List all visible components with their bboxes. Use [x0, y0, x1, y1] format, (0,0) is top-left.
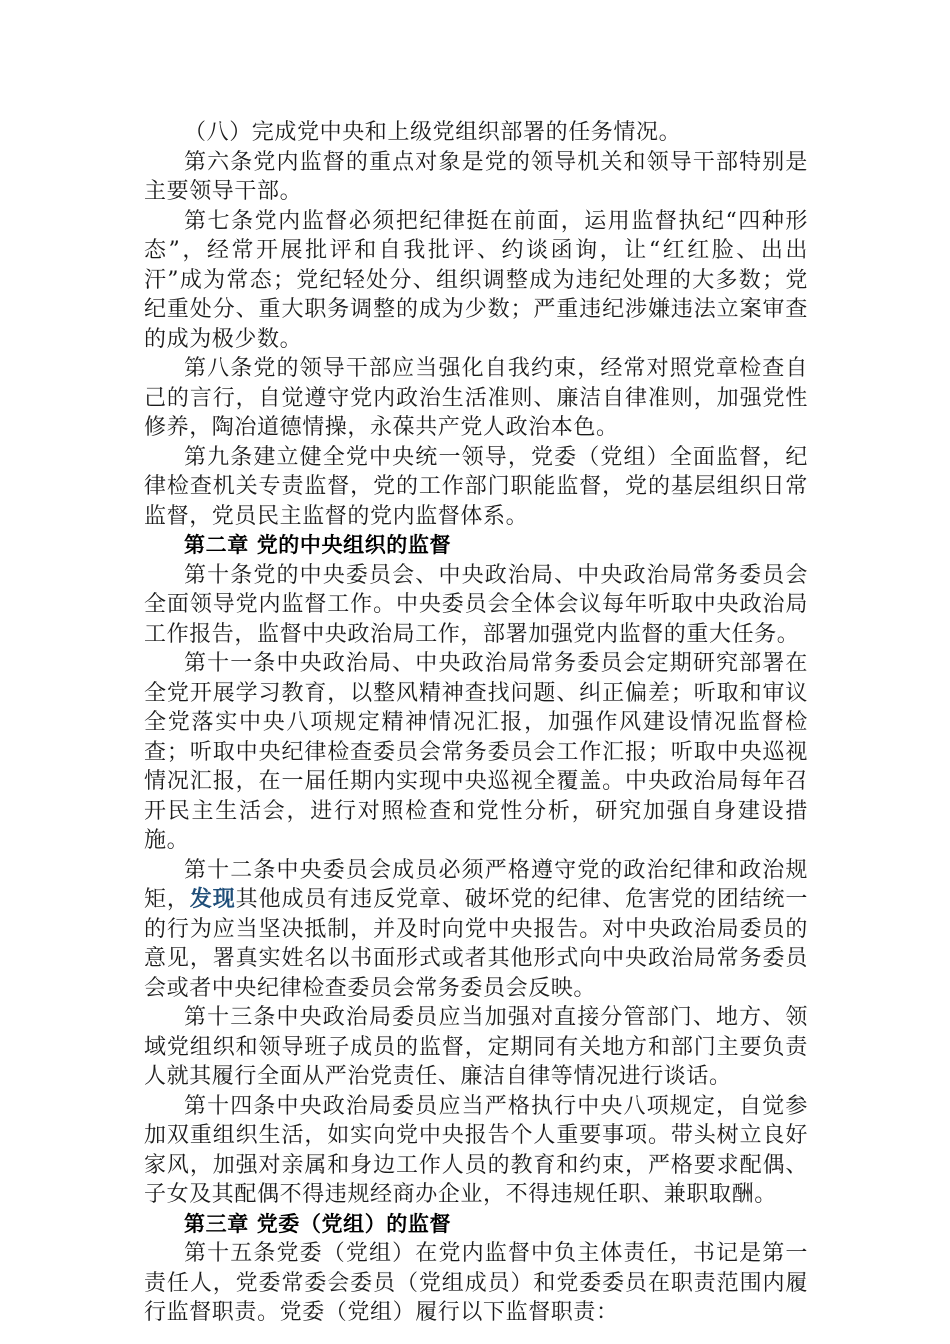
paragraph-item-8: （八）完成党中央和上级党组织部署的任务情况。 — [184, 120, 682, 145]
chapter-2-heading: 第二章 党的中央组织的监督 — [184, 533, 452, 557]
article-12-after: 其他成员有违反党章、破坏党的纪律、危害党的团结统一的行为应当坚决抵制，并及时向党中央报告。对中央政治局委员的意见，署真实姓名以书面形式或者其他形式向中央政治局常务委员会或者中央纪律检查委员会常务委员会反映。 — [144, 887, 809, 1001]
document-page — [144, 118, 808, 1328]
paragraph-article-14: 第十四条中央政治局委员应当严格执行中央八项规定，自觉参加双重组织生活，如实向党中央报告个人重要事项。带头树立良好家风，加强对亲属和身边工作人员的教育和约束，严格要求配偶、子女及其配偶不得违规经商办企业，不得违规任职、兼职取酬。 — [144, 1093, 808, 1207]
paragraph-article-12 — [144, 856, 808, 1004]
paragraph-article-10: 第十条党的中央委员会、中央政治局、中央政治局常务委员会全面领导党内监督工作。中央委员会全体会议每年听取中央政治局工作报告，监督中央政治局工作，部署加强党内监督的重大任务。 — [144, 562, 808, 647]
paragraph-article-9: 第九条建立健全党中央统一领导，党委（党组）全面监督，纪律检查机关专责监督，党的工作部门职能监督，党的基层组织日常监督，党员民主监督的党内监督体系。 — [144, 444, 808, 529]
article-12-before: 第十二条中央委员会成员必须严格遵守党的政治纪律和政治规矩， — [144, 857, 808, 912]
chapter-3-heading: 第三章 党委（党组）的监督 — [184, 1211, 452, 1236]
paragraph-article-11: 第十一条中央政治局、中央政治局常务委员会定期研究部署在全党开展学习教育，以整风精神查找问题、纠正偏差；听取和审议全党落实中央八项规定精神情况汇报，加强作风建设情况监督检查；听取中央纪律检查委员会常务委员会工作汇报；听取中央巡视情况汇报，在一届任期内实现中央巡视全覆盖。中央政治局每年召开民主生活会，进行对照检查和党性分析，研究加强自身建设措施。 — [144, 651, 808, 853]
paragraph-article-15: 第十五条党委（党组）在党内监督中负主体责任，书记是第一责任人，党委常委会委员（党组成员）和党委委员在职责范围内履行监督职责。党委（党组）履行以下监督职责： — [144, 1241, 808, 1325]
paragraph-article-7: 第七条党内监督必须把纪律挺在前面，运用监督执纪“四种形态”，经常开展批评和自我批评、约谈函询，让“红红脸、出出汗”成为常态；党纪轻处分、组织调整成为违纪处理的大多数；党纪重处分、重大职务调整的成为少数；严重违纪涉嫌违法立案审查的成为极少数。 — [144, 208, 808, 352]
highlighted-word: 发现 — [189, 887, 236, 912]
paragraph-article-13: 第十三条中央政治局委员应当加强对直接分管部门、地方、领域党组织和领导班子成员的监督，定期同有关地方和部门主要负责人就其履行全面从严治党责任、廉洁自律等情况进行谈话。 — [144, 1005, 808, 1089]
paragraph-article-6: 第六条党内监督的重点对象是党的领导机关和领导干部特别是主要领导干部。 — [144, 149, 808, 204]
paragraph-article-8: 第八条党的领导干部应当强化自我约束，经常对照党章检查自己的言行，自觉遵守党内政治生活准则、廉洁自律准则，加强党性修养，陶冶道德情操，永葆共产党人政治本色。 — [144, 356, 808, 440]
